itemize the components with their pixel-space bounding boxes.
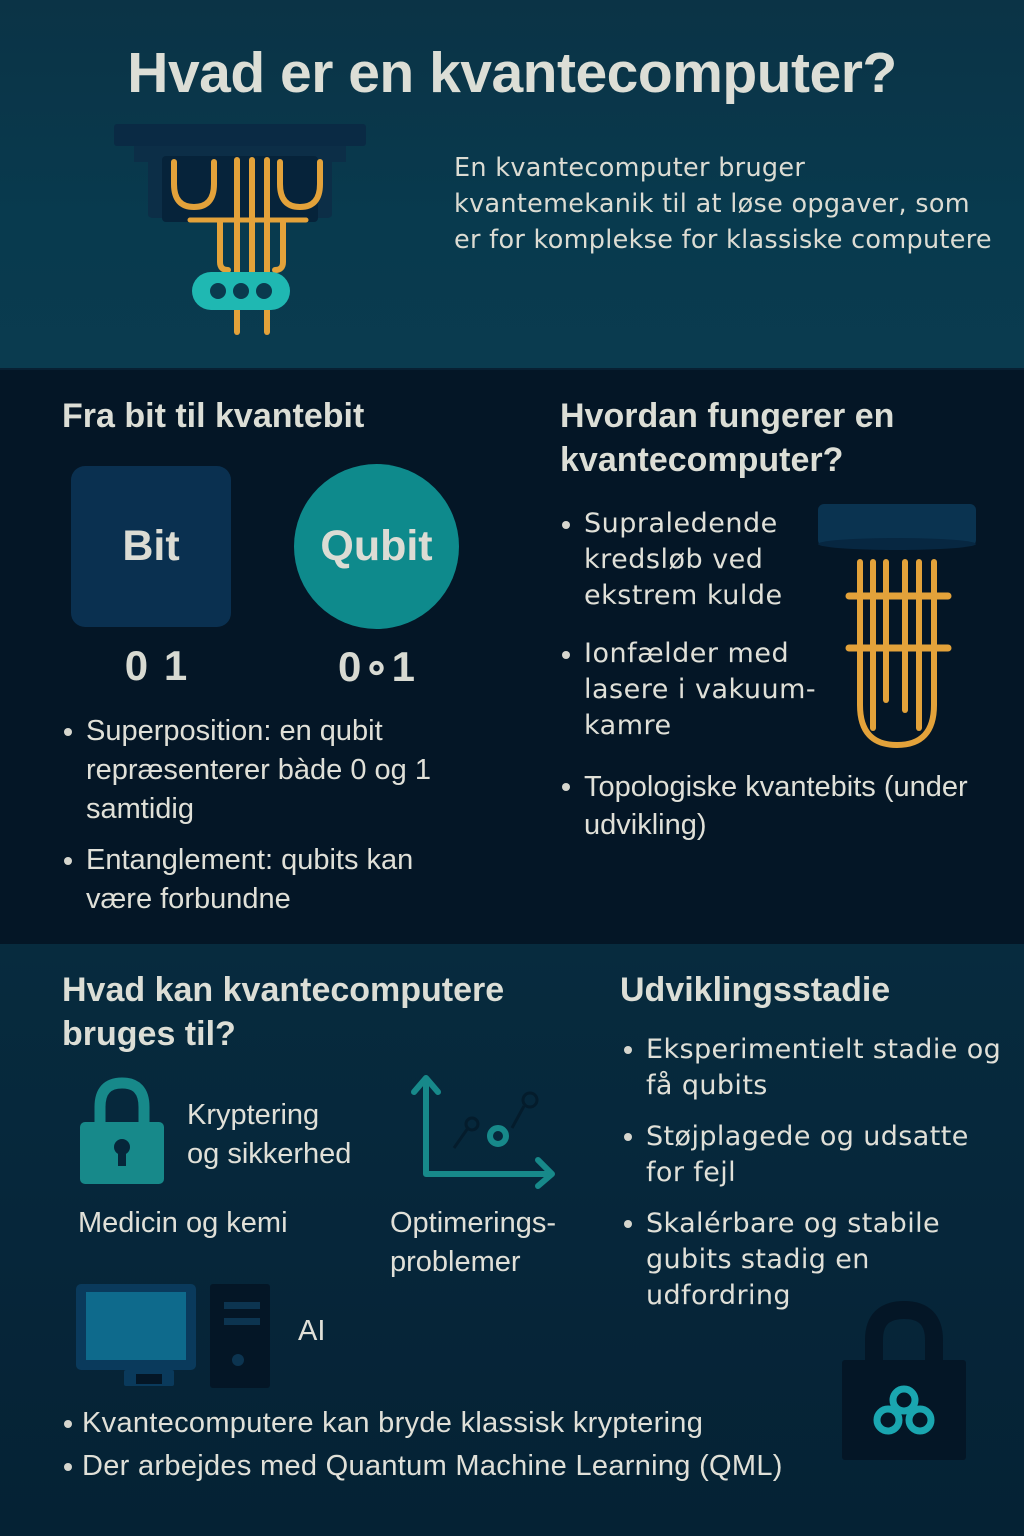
how-heading-line1: Hvordan fungerer en xyxy=(560,397,895,435)
bit-states: 0 1 xyxy=(124,642,190,689)
bullet-noisy: Støjplagede og udsatte for fejl xyxy=(622,1119,1002,1191)
quantum-chip-icon xyxy=(112,122,368,337)
header-section xyxy=(0,0,1024,368)
stage-section-heading: Udviklingsstadie xyxy=(620,971,891,1009)
bullet-experimental: Eksperimentielt stadie og få qubits xyxy=(622,1032,1002,1104)
bullet-qml: Der arbejdes med Quantum Machine Learning (QML) xyxy=(62,1445,962,1488)
use-optimization-line1: Optimerings- xyxy=(390,1207,556,1239)
qubit-circle xyxy=(294,464,459,629)
use-ai-label: AI xyxy=(298,1315,326,1347)
bullet-superposition: Superposition: en qubit repræsenterer bàde 0 og 1 samtidig xyxy=(62,712,482,829)
use-crypto-line2: og sikkerhed xyxy=(187,1138,352,1170)
uses-heading-line1: Hvad kan kvantecomputere xyxy=(62,971,505,1009)
bullet-break-encryption: Kvantecomputere kan bryde klassisk kryptering xyxy=(62,1402,962,1445)
bullet-entanglement: Entanglement: qubits kan være forbundne xyxy=(62,841,482,919)
use-medicine-label: Medicin og kemi xyxy=(78,1207,288,1239)
page-title: Hvad er en kvantecomputer? xyxy=(127,41,897,105)
intro-text: En kvantecomputer bruger kvantemekanik til at løse opgaver, som er for komplekse for klassiske computere xyxy=(454,153,992,255)
how-section-heading xyxy=(560,394,894,482)
uses-section-heading xyxy=(62,968,504,1056)
bullet-ion-traps: Ionfælder med lasere i vakuum-kamre xyxy=(560,636,860,744)
bit-box xyxy=(71,466,231,627)
use-crypto-label xyxy=(187,1096,351,1174)
use-optimization-line2: problemer xyxy=(390,1246,521,1278)
uses-heading-line2: bruges til? xyxy=(62,1015,236,1053)
bit-bullet-list xyxy=(62,712,482,931)
how-bullet-list xyxy=(560,506,968,844)
use-optimization-label xyxy=(390,1204,556,1282)
padlock-icon xyxy=(78,1077,166,1187)
bit-label: Bit xyxy=(122,522,180,570)
qubit-states: 0∘1 xyxy=(337,643,417,690)
desktop-computer-icon xyxy=(72,1280,276,1390)
dilution-refrigerator-icon xyxy=(816,500,980,756)
bullet-superconducting: Supraledende kredsløb ved ekstrem kulde xyxy=(560,506,860,614)
bit-section-heading: Fra bit til kvantebit xyxy=(62,397,365,435)
stage-bullet-list xyxy=(622,1032,1002,1329)
bullet-scalable: Skalérbare og stabile gubits stadig en udfordring xyxy=(622,1206,1002,1314)
graph-axes-icon xyxy=(408,1070,560,1190)
how-heading-line2: kvantecomputer? xyxy=(560,441,844,479)
use-crypto-line1: Kryptering xyxy=(187,1099,320,1131)
qubit-label: Qubit xyxy=(320,522,433,570)
bullet-topological: Topologiske kvantebits (under udvikling) xyxy=(560,768,980,844)
uses-bullet-list xyxy=(62,1402,962,1488)
